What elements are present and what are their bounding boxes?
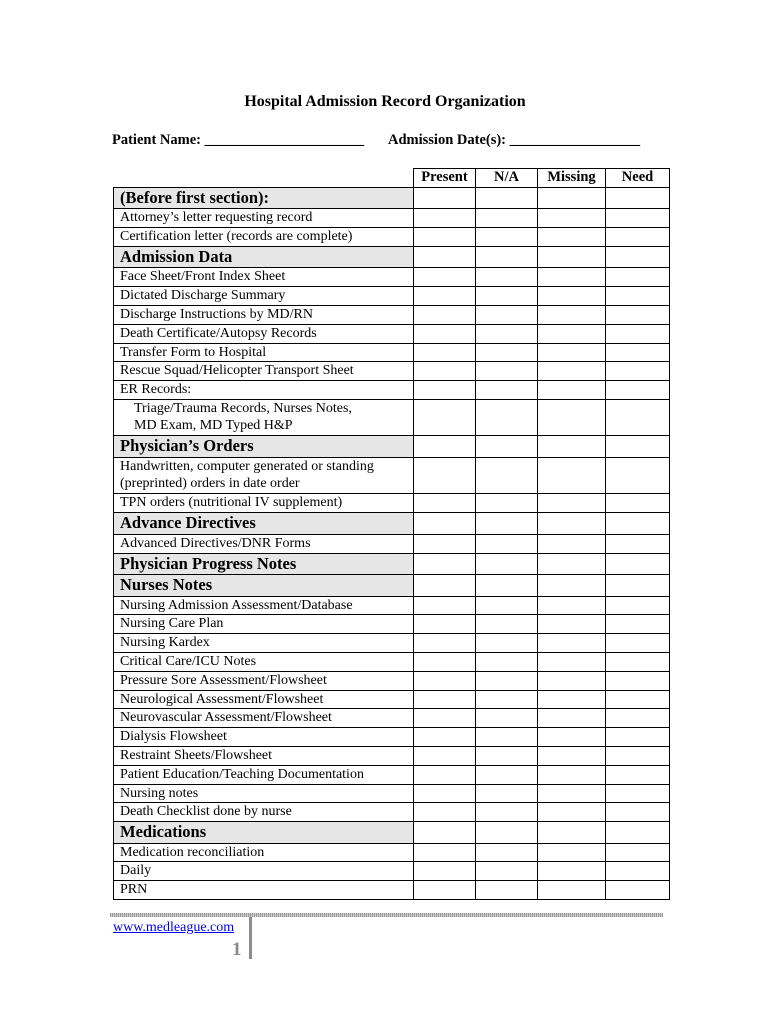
column-header-row: [114, 169, 670, 188]
na-check-cell[interactable]: [476, 362, 538, 381]
checklist-row: [114, 728, 670, 747]
present-check-cell[interactable]: [414, 671, 476, 690]
present-check-cell[interactable]: [414, 690, 476, 709]
na-check-cell[interactable]: [476, 652, 538, 671]
present-check-cell[interactable]: [414, 362, 476, 381]
need-check-cell[interactable]: [606, 615, 670, 634]
missing-check-cell[interactable]: [538, 596, 606, 615]
column-header-missing: Missing: [538, 169, 606, 188]
checklist-body: [114, 187, 670, 899]
footer-website-link[interactable]: www.medleague.com: [113, 920, 235, 935]
checklist-item-label: Critical Care/ICU Notes: [114, 652, 414, 671]
present-check-cell[interactable]: [414, 513, 476, 535]
na-check-cell[interactable]: [476, 187, 538, 209]
need-check-cell[interactable]: [606, 881, 670, 900]
present-check-cell[interactable]: [414, 746, 476, 765]
missing-check-cell[interactable]: [538, 634, 606, 653]
checklist-item-line: Triage/Trauma Records, Nurses Notes,: [134, 400, 352, 416]
section-title: Physician’s Orders: [114, 436, 414, 458]
present-check-cell[interactable]: [414, 436, 476, 458]
checklist-row: [114, 228, 670, 247]
checklist-item-label: Death Certificate/Autopsy Records: [114, 324, 414, 343]
need-check-cell[interactable]: [606, 746, 670, 765]
na-check-cell[interactable]: [476, 843, 538, 862]
need-check-cell[interactable]: [606, 765, 670, 784]
missing-check-cell[interactable]: [538, 494, 606, 513]
header-fields: [112, 132, 672, 149]
na-check-cell[interactable]: [476, 822, 538, 844]
checklist-row: [114, 862, 670, 881]
page-number: 1: [232, 939, 242, 960]
present-check-cell[interactable]: [414, 615, 476, 634]
need-check-cell[interactable]: [606, 728, 670, 747]
na-check-cell[interactable]: [476, 765, 538, 784]
present-check-cell[interactable]: [414, 228, 476, 247]
missing-check-cell[interactable]: [538, 746, 606, 765]
need-check-cell[interactable]: [606, 228, 670, 247]
checklist-row: [114, 287, 670, 306]
na-check-cell[interactable]: [476, 343, 538, 362]
need-check-cell[interactable]: [606, 575, 670, 597]
need-check-cell[interactable]: [606, 513, 670, 535]
need-check-cell[interactable]: [606, 843, 670, 862]
need-check-cell[interactable]: [606, 187, 670, 209]
column-header-present: Present: [414, 169, 476, 188]
section-header-row: [114, 246, 670, 268]
missing-check-cell[interactable]: [538, 709, 606, 728]
need-check-cell[interactable]: [606, 822, 670, 844]
na-check-cell[interactable]: [476, 881, 538, 900]
missing-check-cell[interactable]: [538, 513, 606, 535]
checklist-row: [114, 690, 670, 709]
need-check-cell[interactable]: [606, 652, 670, 671]
missing-check-cell[interactable]: [538, 457, 606, 494]
present-check-cell[interactable]: [414, 634, 476, 653]
present-check-cell[interactable]: [414, 399, 476, 436]
na-check-cell[interactable]: [476, 246, 538, 268]
missing-check-cell[interactable]: [538, 553, 606, 575]
section-title: Advance Directives: [114, 513, 414, 535]
section-title: Physician Progress Notes: [114, 553, 414, 575]
present-check-cell[interactable]: [414, 596, 476, 615]
missing-check-cell[interactable]: [538, 862, 606, 881]
present-check-cell[interactable]: [414, 343, 476, 362]
present-check-cell[interactable]: [414, 457, 476, 494]
present-check-cell[interactable]: [414, 822, 476, 844]
checklist-item-label: Nursing Kardex: [114, 634, 414, 653]
section-title: Nurses Notes: [114, 575, 414, 597]
checklist-item-label: Discharge Instructions by MD/RN: [114, 305, 414, 324]
checklist-item-label: Death Checklist done by nurse: [114, 803, 414, 822]
checklist-row: [114, 399, 670, 436]
need-check-cell[interactable]: [606, 534, 670, 553]
page-title: Hospital Admission Record Organization: [244, 93, 526, 110]
checklist-item-label: Nursing Admission Assessment/Database: [114, 596, 414, 615]
na-check-cell[interactable]: [476, 381, 538, 400]
na-check-cell[interactable]: [476, 268, 538, 287]
missing-check-cell[interactable]: [538, 324, 606, 343]
need-check-cell[interactable]: [606, 553, 670, 575]
present-check-cell[interactable]: [414, 187, 476, 209]
need-check-cell[interactable]: [606, 343, 670, 362]
section-header-row: [114, 436, 670, 458]
need-check-cell[interactable]: [606, 671, 670, 690]
section-header-row: [114, 553, 670, 575]
missing-check-cell[interactable]: [538, 381, 606, 400]
present-check-cell[interactable]: [414, 287, 476, 306]
section-header-row: [114, 513, 670, 535]
missing-check-cell[interactable]: [538, 615, 606, 634]
need-check-cell[interactable]: [606, 436, 670, 458]
missing-check-cell[interactable]: [538, 690, 606, 709]
present-check-cell[interactable]: [414, 881, 476, 900]
checklist-row: [114, 343, 670, 362]
checklist-item-line: Handwritten, computer generated or standing: [120, 458, 374, 474]
checklist-item-label: Rescue Squad/Helicopter Transport Sheet: [114, 362, 414, 381]
missing-check-cell[interactable]: [538, 362, 606, 381]
checklist-row: [114, 362, 670, 381]
checklist-item-label: Advanced Directives/DNR Forms: [114, 534, 414, 553]
missing-check-cell[interactable]: [538, 728, 606, 747]
present-check-cell[interactable]: [414, 575, 476, 597]
na-check-cell[interactable]: [476, 228, 538, 247]
checklist-row: [114, 784, 670, 803]
na-check-cell[interactable]: [476, 596, 538, 615]
need-check-cell[interactable]: [606, 709, 670, 728]
footer-vertical-rule: [249, 917, 252, 959]
checklist-row: [114, 305, 670, 324]
missing-check-cell[interactable]: [538, 399, 606, 436]
missing-check-cell[interactable]: [538, 881, 606, 900]
section-header-row: [114, 575, 670, 597]
checklist-row: [114, 457, 670, 494]
na-check-cell[interactable]: [476, 305, 538, 324]
blank-header-cell: [114, 169, 414, 188]
checklist-item-label: Nursing notes: [114, 784, 414, 803]
missing-check-cell[interactable]: [538, 671, 606, 690]
admission-dates-field[interactable]: Admission Date(s): __________________: [388, 132, 641, 148]
na-check-cell[interactable]: [476, 746, 538, 765]
need-check-cell[interactable]: [606, 246, 670, 268]
need-check-cell[interactable]: [606, 784, 670, 803]
na-check-cell[interactable]: [476, 399, 538, 436]
checklist-row: [114, 803, 670, 822]
section-title: Admission Data: [114, 246, 414, 268]
section-title: (Before first section):: [114, 187, 414, 209]
present-check-cell[interactable]: [414, 534, 476, 553]
missing-check-cell[interactable]: [538, 343, 606, 362]
na-check-cell[interactable]: [476, 457, 538, 494]
missing-check-cell[interactable]: [538, 843, 606, 862]
present-check-cell[interactable]: [414, 553, 476, 575]
na-check-cell[interactable]: [476, 862, 538, 881]
checklist-item-label: Attorney’s letter requesting record: [114, 209, 414, 228]
na-check-cell[interactable]: [476, 784, 538, 803]
need-check-cell[interactable]: [606, 305, 670, 324]
checklist-item-label: Restraint Sheets/Flowsheet: [114, 746, 414, 765]
need-check-cell[interactable]: [606, 457, 670, 494]
checklist-row: [114, 381, 670, 400]
missing-check-cell[interactable]: [538, 187, 606, 209]
need-check-cell[interactable]: [606, 209, 670, 228]
na-check-cell[interactable]: [476, 615, 538, 634]
need-check-cell[interactable]: [606, 862, 670, 881]
missing-check-cell[interactable]: [538, 765, 606, 784]
na-check-cell[interactable]: [476, 728, 538, 747]
missing-check-cell[interactable]: [538, 436, 606, 458]
checklist-row: [114, 324, 670, 343]
section-title: Medications: [114, 822, 414, 844]
checklist-row: [114, 671, 670, 690]
na-check-cell[interactable]: [476, 324, 538, 343]
checklist-item-line: MD Exam, MD Typed H&P: [134, 417, 293, 433]
na-check-cell[interactable]: [476, 436, 538, 458]
na-check-cell[interactable]: [476, 671, 538, 690]
missing-check-cell[interactable]: [538, 784, 606, 803]
present-check-cell[interactable]: [414, 209, 476, 228]
present-check-cell[interactable]: [414, 268, 476, 287]
present-check-cell[interactable]: [414, 246, 476, 268]
checklist-row: [114, 534, 670, 553]
checklist-item-label: Transfer Form to Hospital: [114, 343, 414, 362]
missing-check-cell[interactable]: [538, 246, 606, 268]
missing-check-cell[interactable]: [538, 534, 606, 553]
present-check-cell[interactable]: [414, 305, 476, 324]
need-check-cell[interactable]: [606, 634, 670, 653]
na-check-cell[interactable]: [476, 534, 538, 553]
missing-check-cell[interactable]: [538, 209, 606, 228]
checklist-row: [114, 765, 670, 784]
section-header-row: [114, 187, 670, 209]
present-check-cell[interactable]: [414, 728, 476, 747]
checklist-item-label: Pressure Sore Assessment/Flowsheet: [114, 671, 414, 690]
checklist-item-label: PRN: [114, 881, 414, 900]
checklist-item-label: ER Records:: [114, 381, 414, 400]
checklist-item-label: Dictated Discharge Summary: [114, 287, 414, 306]
present-check-cell[interactable]: [414, 652, 476, 671]
na-check-cell[interactable]: [476, 634, 538, 653]
missing-check-cell[interactable]: [538, 652, 606, 671]
checklist-item-label: Daily: [114, 862, 414, 881]
na-check-cell[interactable]: [476, 494, 538, 513]
checklist-item-label: Face Sheet/Front Index Sheet: [114, 268, 414, 287]
checklist-item-label: Dialysis Flowsheet: [114, 728, 414, 747]
na-check-cell[interactable]: [476, 575, 538, 597]
checklist-item-label: Patient Education/Teaching Documentation: [114, 765, 414, 784]
need-check-cell[interactable]: [606, 494, 670, 513]
missing-check-cell[interactable]: [538, 575, 606, 597]
checklist-item-label: Nursing Care Plan: [114, 615, 414, 634]
checklist-item-label: Certification letter (records are complete): [114, 228, 414, 247]
checklist-item-label: [114, 457, 414, 494]
na-check-cell[interactable]: [476, 709, 538, 728]
present-check-cell[interactable]: [414, 709, 476, 728]
need-check-cell[interactable]: [606, 399, 670, 436]
checklist-row: [114, 494, 670, 513]
need-check-cell[interactable]: [606, 324, 670, 343]
checklist-item-label: TPN orders (nutritional IV supplement): [114, 494, 414, 513]
column-header-na: N/A: [476, 169, 538, 188]
present-check-cell[interactable]: [414, 381, 476, 400]
present-check-cell[interactable]: [414, 843, 476, 862]
missing-check-cell[interactable]: [538, 305, 606, 324]
checklist-row: [114, 209, 670, 228]
need-check-cell[interactable]: [606, 803, 670, 822]
checklist-row: [114, 709, 670, 728]
present-check-cell[interactable]: [414, 862, 476, 881]
checklist-row: [114, 615, 670, 634]
need-check-cell[interactable]: [606, 690, 670, 709]
na-check-cell[interactable]: [476, 287, 538, 306]
checklist-item-label: [114, 399, 414, 436]
missing-check-cell[interactable]: [538, 287, 606, 306]
na-check-cell[interactable]: [476, 513, 538, 535]
checklist-item-label: Medication reconciliation: [114, 843, 414, 862]
column-header-need: Need: [606, 169, 670, 188]
missing-check-cell[interactable]: [538, 803, 606, 822]
present-check-cell[interactable]: [414, 784, 476, 803]
need-check-cell[interactable]: [606, 287, 670, 306]
missing-check-cell[interactable]: [538, 228, 606, 247]
checklist-row: [114, 634, 670, 653]
section-header-row: [114, 822, 670, 844]
missing-check-cell[interactable]: [538, 268, 606, 287]
present-check-cell[interactable]: [414, 765, 476, 784]
record-checklist-table: [113, 168, 670, 900]
na-check-cell[interactable]: [476, 553, 538, 575]
checklist-row: [114, 843, 670, 862]
checklist-row: [114, 652, 670, 671]
checklist-row: [114, 881, 670, 900]
checklist-item-line: (preprinted) orders in date order: [120, 475, 300, 491]
need-check-cell[interactable]: [606, 362, 670, 381]
need-check-cell[interactable]: [606, 268, 670, 287]
checklist-row: [114, 746, 670, 765]
footer-divider: [110, 913, 663, 917]
missing-check-cell[interactable]: [538, 822, 606, 844]
na-check-cell[interactable]: [476, 690, 538, 709]
checklist-row: [114, 596, 670, 615]
na-check-cell[interactable]: [476, 209, 538, 228]
need-check-cell[interactable]: [606, 381, 670, 400]
checklist-item-label: Neurological Assessment/Flowsheet: [114, 690, 414, 709]
patient-name-field[interactable]: Patient Name: ______________________: [112, 132, 365, 148]
checklist-row: [114, 268, 670, 287]
checklist-item-label: Neurovascular Assessment/Flowsheet: [114, 709, 414, 728]
na-check-cell[interactable]: [476, 803, 538, 822]
need-check-cell[interactable]: [606, 596, 670, 615]
present-check-cell[interactable]: [414, 324, 476, 343]
present-check-cell[interactable]: [414, 803, 476, 822]
present-check-cell[interactable]: [414, 494, 476, 513]
